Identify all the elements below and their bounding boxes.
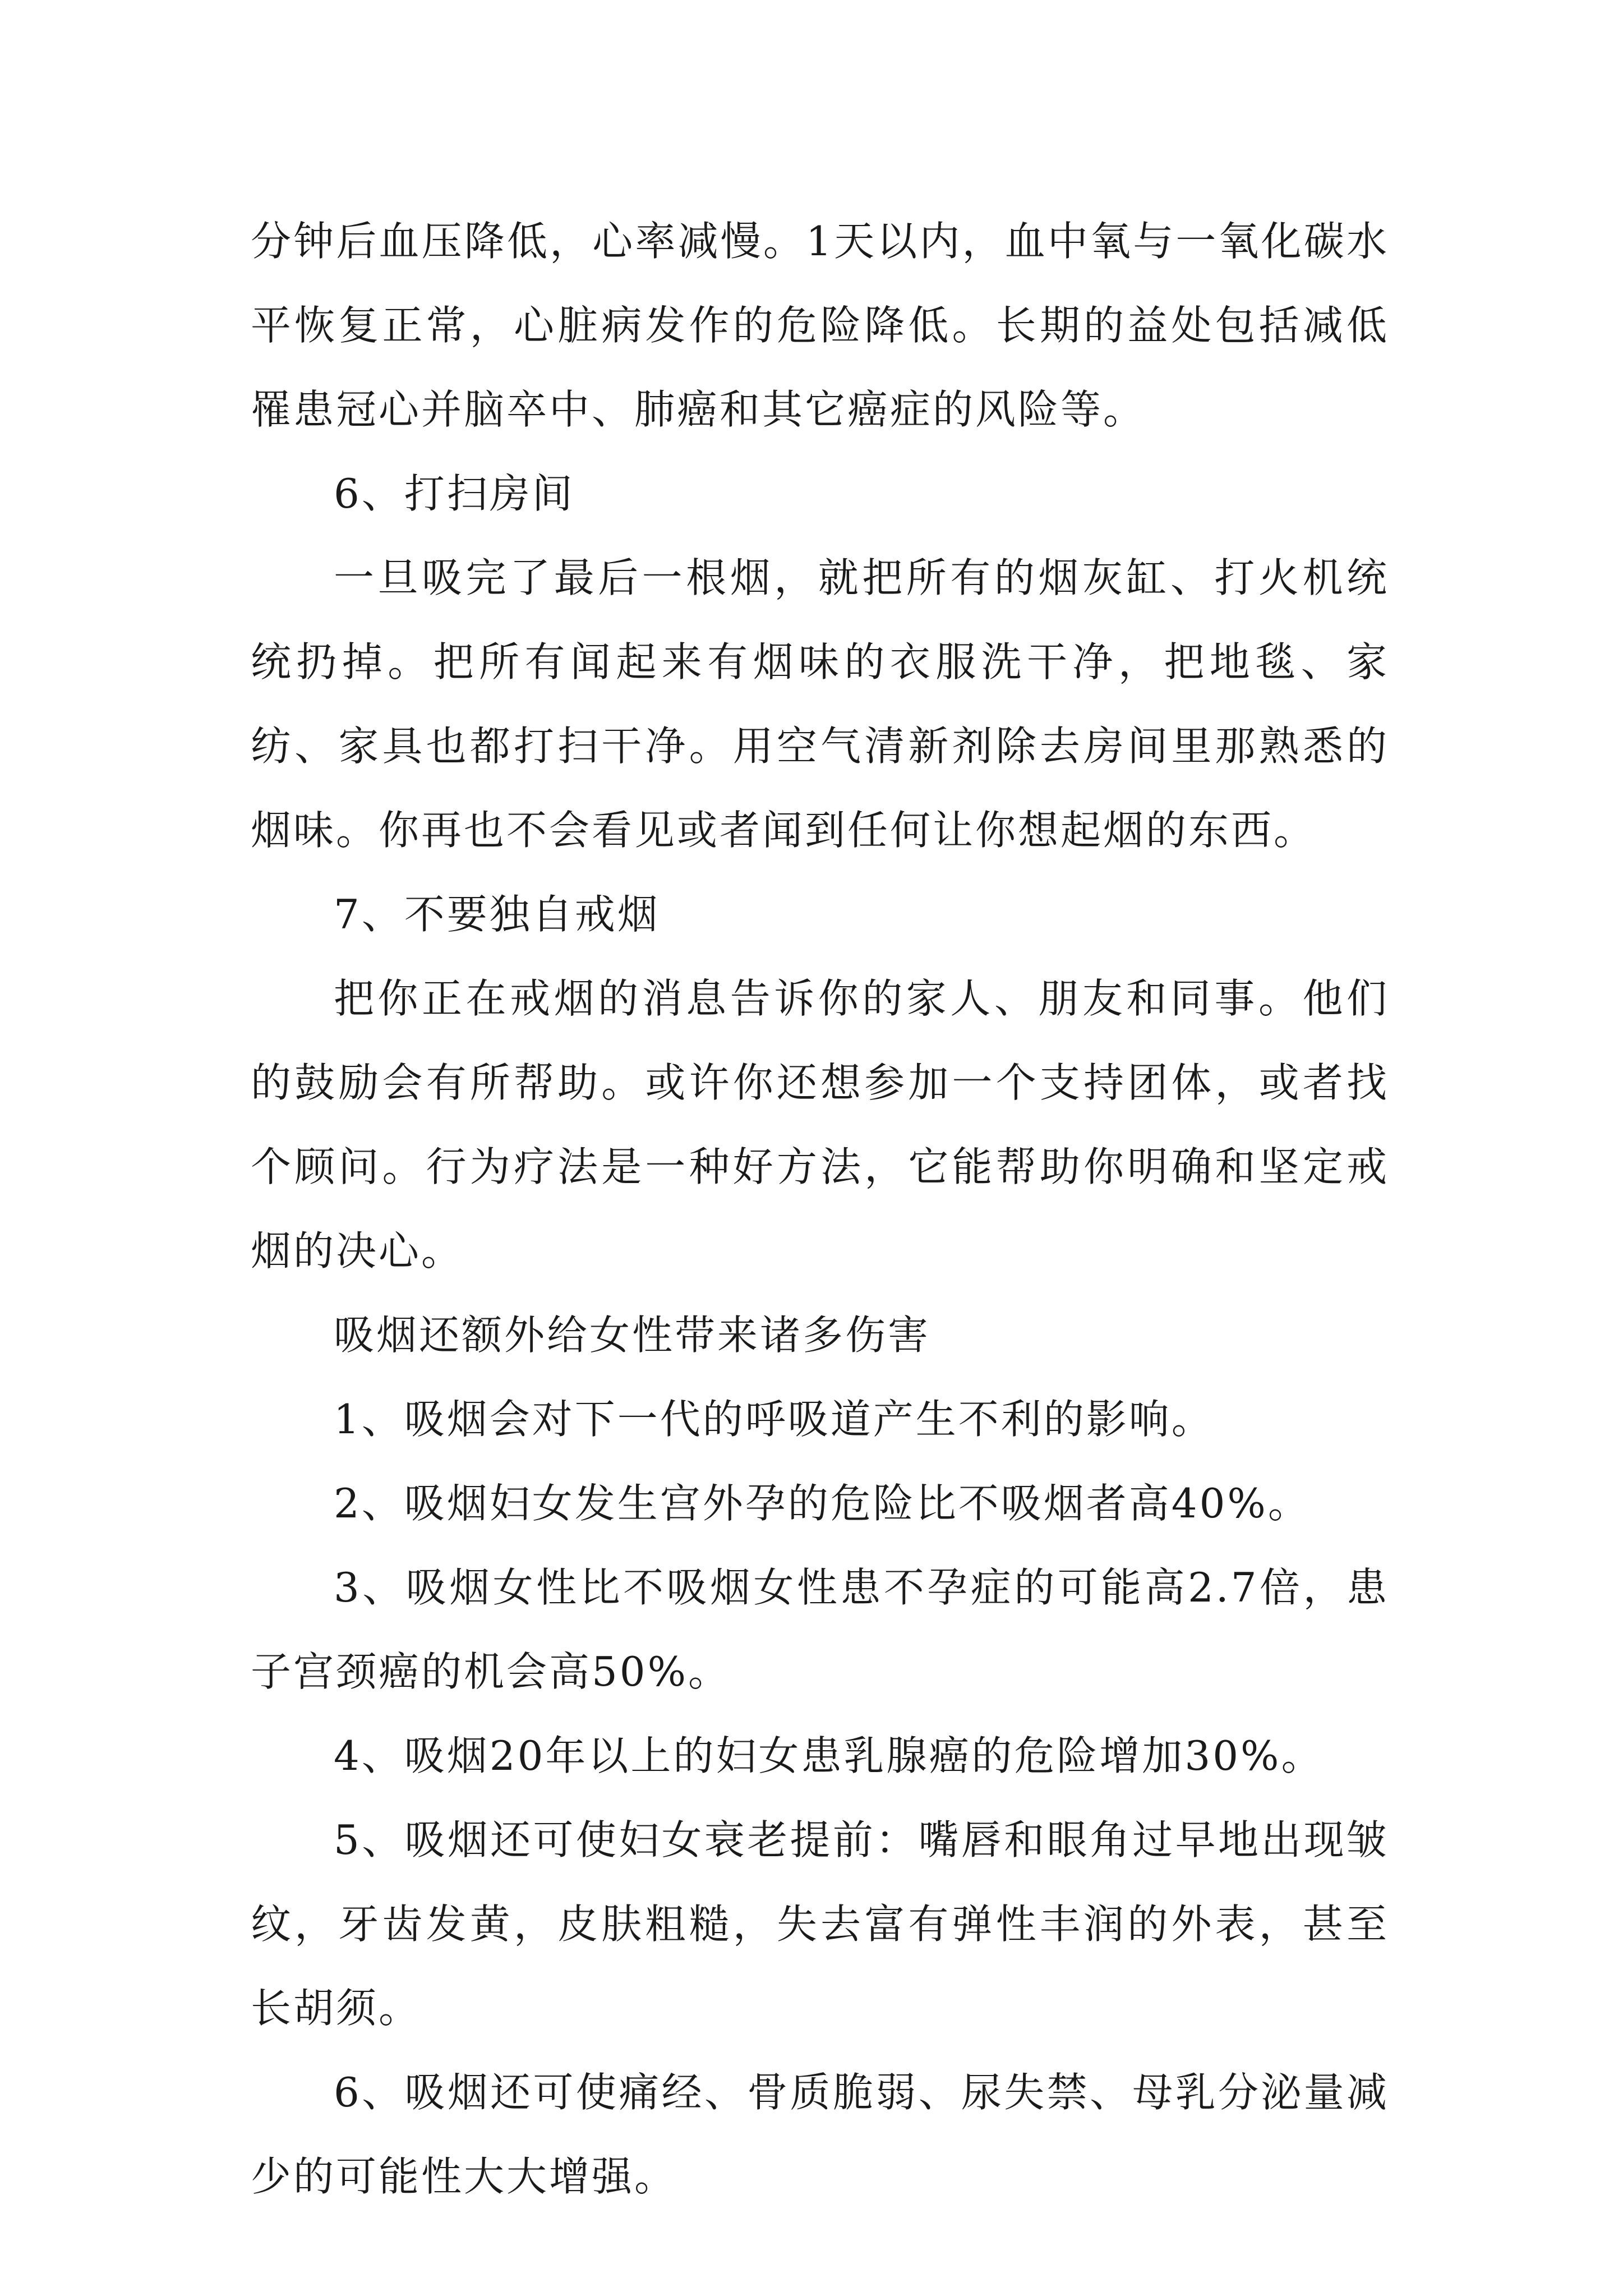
paragraph-clean-room: 一旦吸完了最后一根烟，就把所有的烟灰缸、打火机统统扔掉。把所有闻起来有烟味的衣服洗干净，把地毯、家纺、家具也都打扫干净。用空气清新剂除去房间里那熟悉的烟味。你再也不会看见或者闻到任何让你想起烟的东西。 xyxy=(251,554,1389,854)
heading-dont-quit-alone: 7、不要独自戒烟 xyxy=(334,891,660,938)
paragraph-dont-quit-alone: 把你正在戒烟的消息告诉你的家人、朋友和同事。他们的鼓励会有所帮助。或许你还想参加一个支持团体，或者找个顾问。行为疗法是一种好方法，它能帮助你明确和坚定戒烟的决心。 xyxy=(251,975,1389,1274)
list-item-harm-4: 4、吸烟20年以上的妇女患乳腺癌的危险增加30%。 xyxy=(334,1732,1324,1779)
heading-harm-to-women: 吸烟还额外给女性带来诸多伤害 xyxy=(334,1312,931,1359)
document-body xyxy=(251,199,1389,2219)
list-item-harm-6: 6、吸烟还可使痛经、骨质脆弱、尿失禁、母乳分泌量减少的可能性大大增强。 xyxy=(251,2069,1389,2200)
list-item-harm-3: 3、吸烟女性比不吸烟女性患不孕症的可能高2.7倍，患子宫颈癌的机会高50%。 xyxy=(251,1564,1389,1695)
paragraph-blood-pressure-benefits: 分钟后血压降低，心率减慢。1天以内，血中氧与一氧化碳水平恢复正常，心脏病发作的危险降低。长期的益处包括减低罹患冠心并脑卒中、肺癌和其它癌症的风险等。 xyxy=(251,218,1389,433)
list-item-harm-2: 2、吸烟妇女发生宫外孕的危险比不吸烟者高40%。 xyxy=(334,1480,1311,1527)
list-item-harm-5: 5、吸烟还可使妇女衰老提前：嘴唇和眼角过早地出现皱纹，牙齿发黄，皮肤粗糙，失去富有弹性丰润的外表，甚至长胡须。 xyxy=(251,1816,1389,2032)
heading-clean-room: 6、打扫房间 xyxy=(334,470,575,517)
list-item-harm-1: 1、吸烟会对下一代的呼吸道产生不利的影响。 xyxy=(334,1396,1214,1443)
